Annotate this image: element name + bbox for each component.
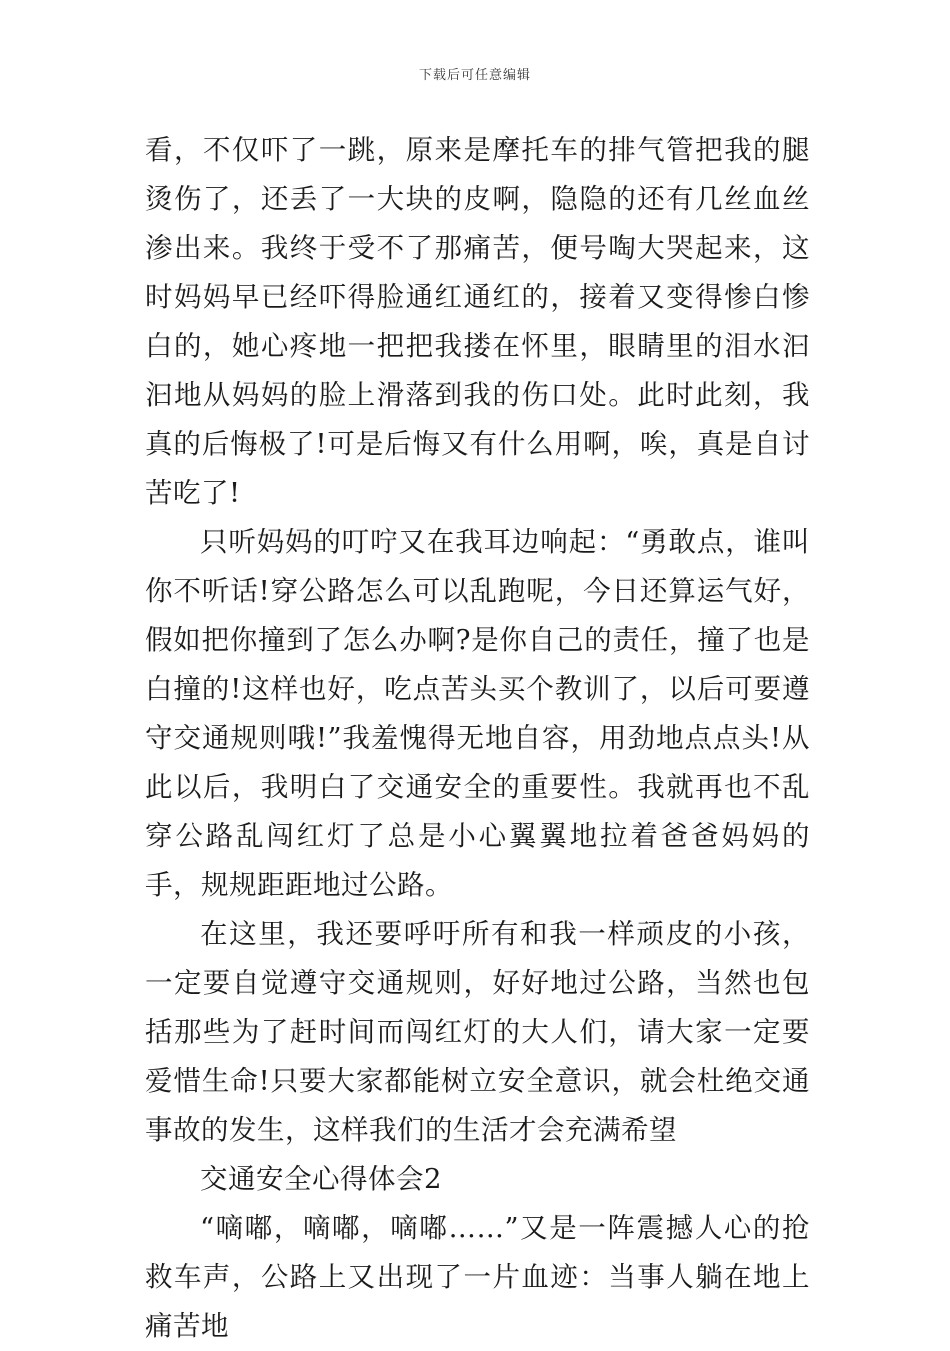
paragraph-continuation: 看，不仅吓了一跳，原来是摩托车的排气管把我的腿烫伤了，还丢了一大块的皮啊，隐隐的还有几丝血丝渗出来。我终于受不了那痛苦，便号啕大哭起来，这时妈妈早已经吓得脸通红通红的，接着又变得惨白惨白的，她心疼地一把把我搂在怀里，眼睛里的泪水汩汩地从妈妈的脸上滑落到我的伤口处。此时此刻，我真的后悔极了!可是后悔又有什么用啊，唉，真是自讨苦吃了!	[145, 134, 810, 509]
header-note: 下载后可任意编辑	[418, 68, 531, 83]
section-heading: 交通安全心得体会2	[200, 1163, 442, 1195]
paragraph-appeal: 在这里，我还要呼吁所有和我一样顽皮的小孩，一定要自觉遵守交通规则，好好地过公路，当然也包括那些为了赶时间而闯红灯的大人们，请大家一定要爱惜生命!只要大家都能树立安全意识，就会杜绝交通事故的发生，这样我们的生活才会充满希望	[145, 918, 810, 1146]
document-body	[145, 126, 810, 1351]
paragraph-mother-warning: 只听妈妈的叮咛又在我耳边响起：“勇敢点，谁叫你不听话!穿公路怎么可以乱跑呢，今日还算运气好，假如把你撞到了怎么办啊?是你自己的责任，撞了也是白撞的!这样也好，吃点苦头买个教训了，以后可要遵守交通规则哦!”我羞愧得无地自容，用劲地点点头!从此以后，我明白了交通安全的重要性。我就再也不乱穿公路乱闯红灯了总是小心翼翼地拉着爸爸妈妈的手，规规距距地过公路。	[145, 526, 810, 901]
paragraph-section-start: “嘀嘟，嘀嘟，嘀嘟……”又是一阵震撼人心的抢救车声，公路上又出现了一片血迹：当事人躺在地上痛苦地	[145, 1212, 810, 1342]
